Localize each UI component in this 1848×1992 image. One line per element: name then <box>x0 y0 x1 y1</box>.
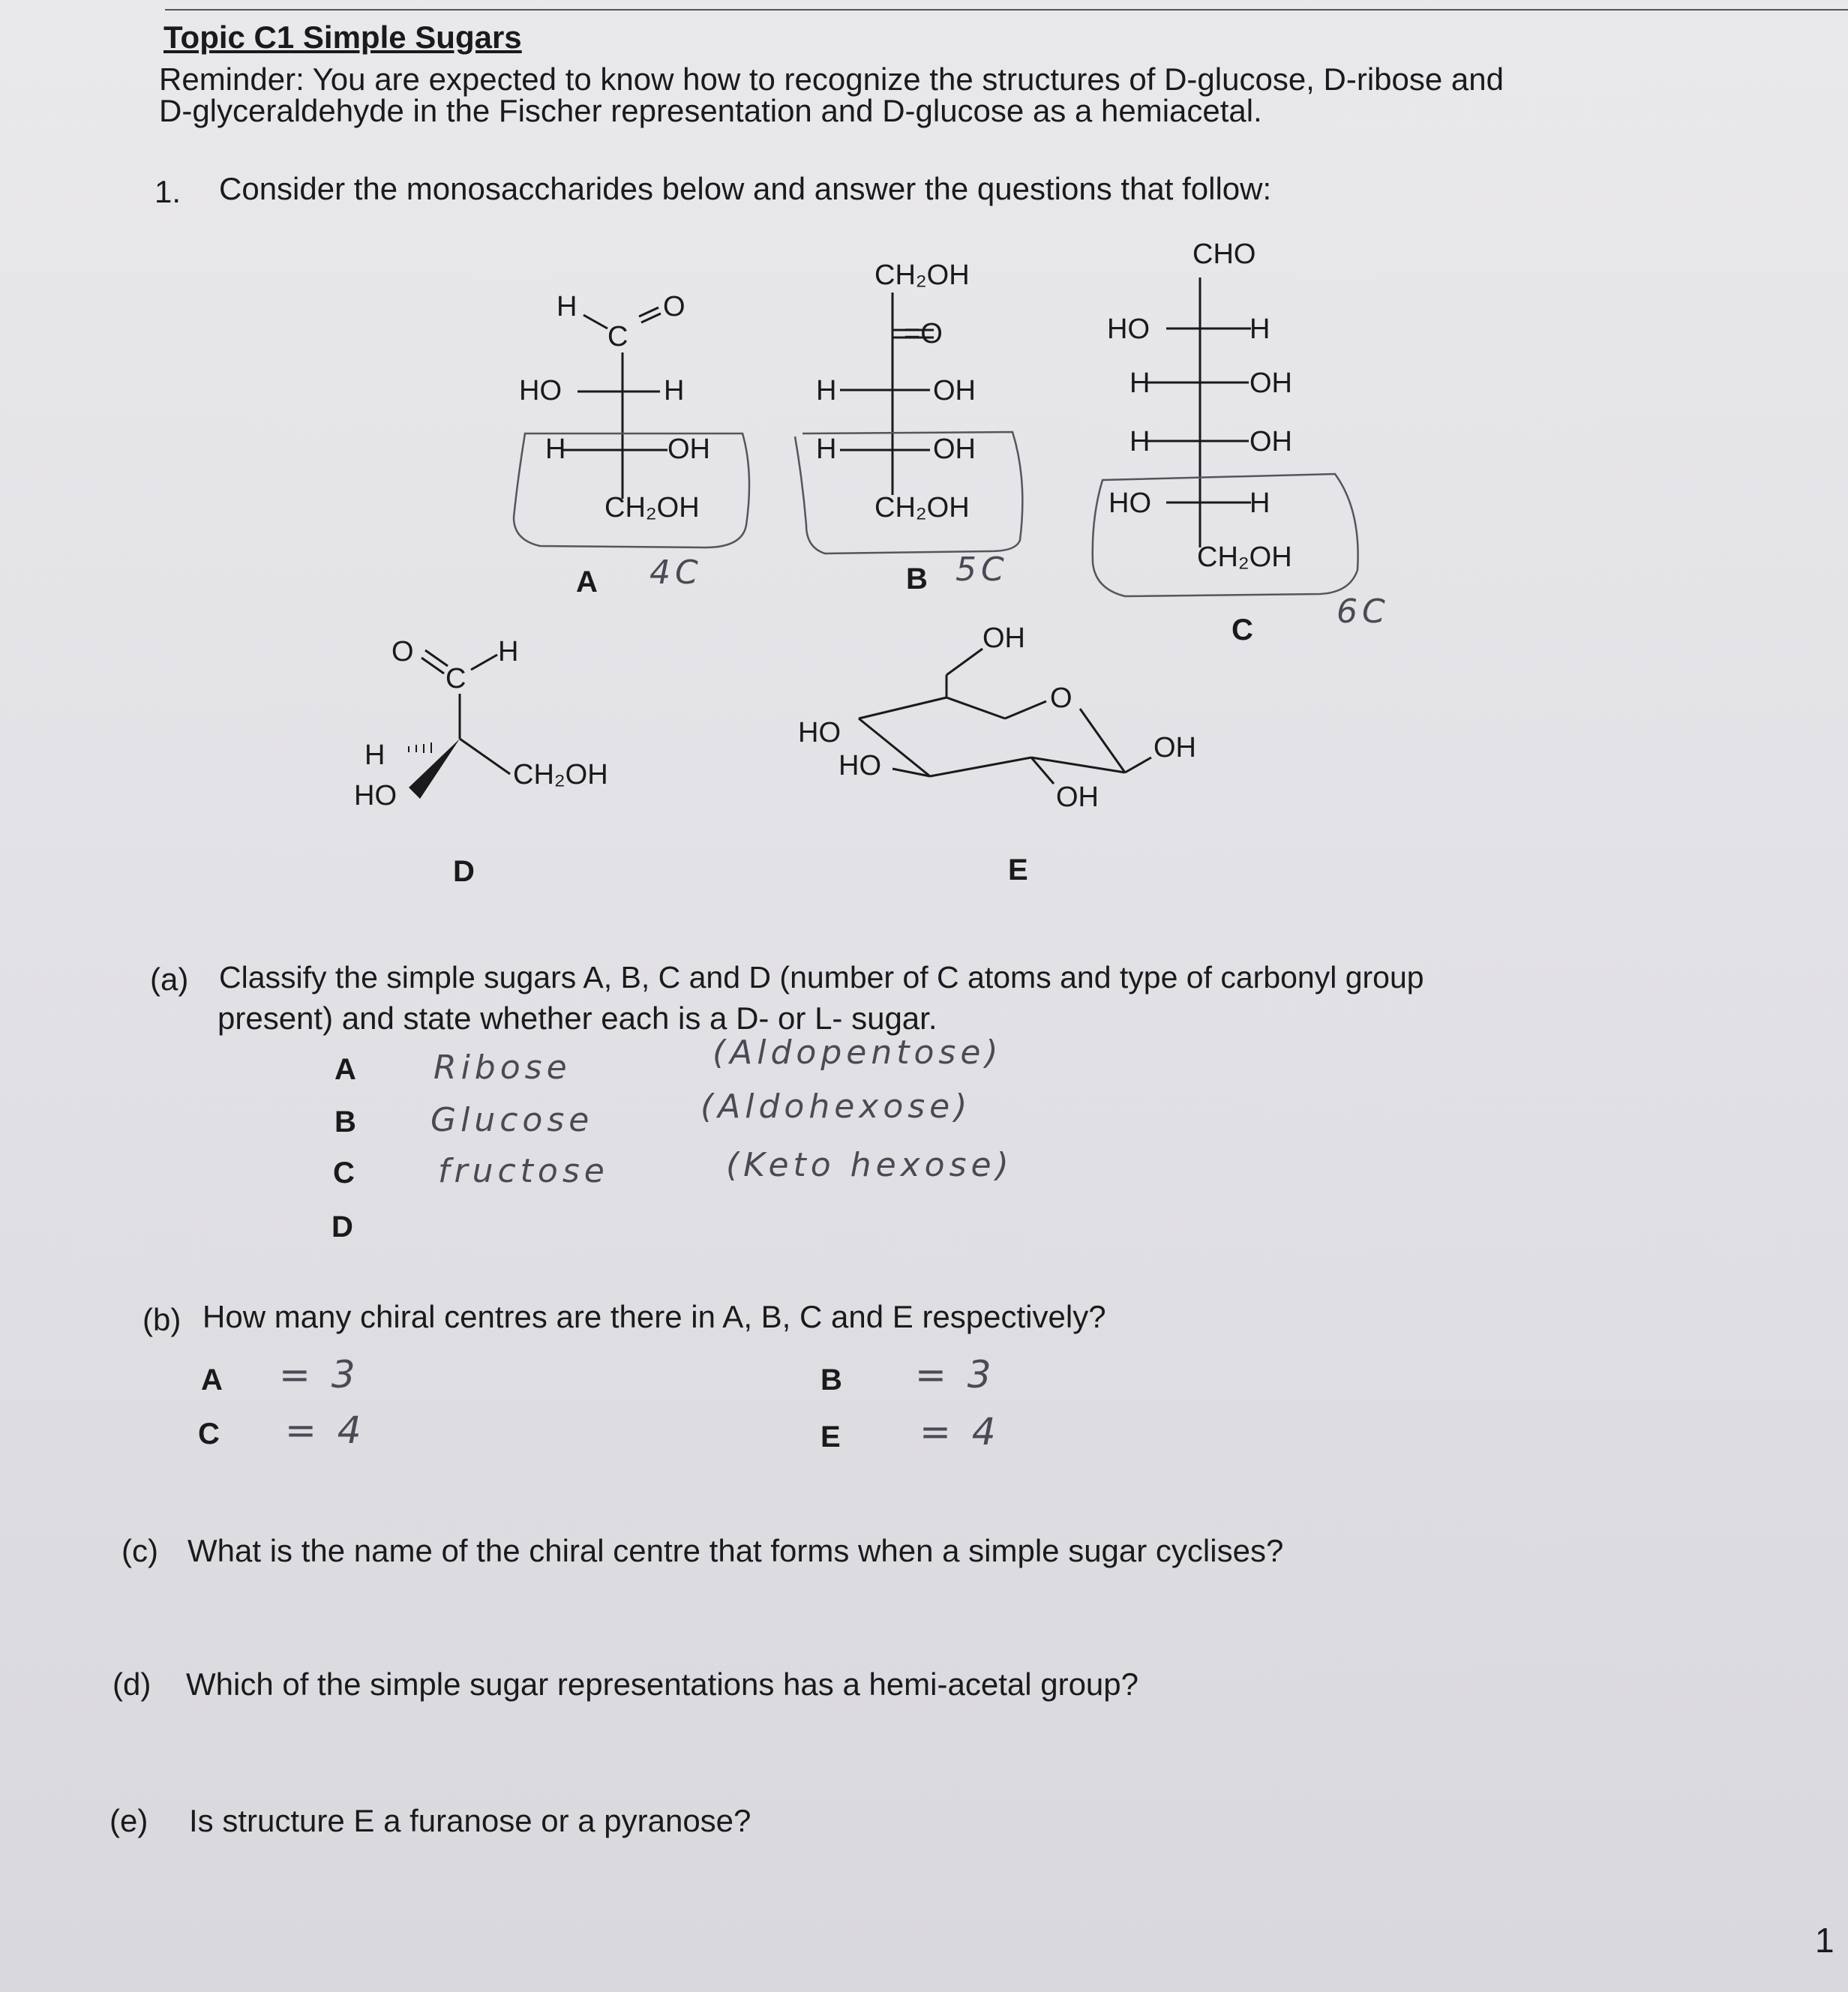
structure-a-oxygen: O <box>663 291 686 322</box>
structure-a-row2-right: OH <box>668 434 710 465</box>
part-a-row-a-name: Ribose <box>434 1048 572 1087</box>
part-b-answer-b-letter: B <box>820 1364 842 1396</box>
structure-c-row3-right: OH <box>1250 426 1292 458</box>
structure-b-row2-right: OH <box>933 434 976 465</box>
structure-c-row2-left: H <box>1130 368 1150 399</box>
structure-b-carbonyl: =O <box>904 318 943 350</box>
structure-e-oh-right: OH <box>1154 732 1196 764</box>
part-a-row-a-letter: A <box>334 1053 356 1086</box>
structure-b-row1-left: H <box>816 375 837 406</box>
part-a-row-b-type: (Aldohexose) <box>700 1088 972 1126</box>
structure-c-row4-right: H <box>1250 488 1270 519</box>
structure-c-row1-right: H <box>1250 314 1270 345</box>
part-a-row-c-letter: C <box>333 1156 355 1190</box>
part-a-row-a-type: (Aldopentose) <box>712 1034 1003 1072</box>
structure-c-row2-right: OH <box>1250 368 1292 399</box>
structure-e-ring-o: O <box>1050 682 1072 714</box>
structure-d-label: D <box>453 855 475 888</box>
structure-c-label: C <box>1232 614 1253 646</box>
structure-e-label: E <box>1008 854 1028 886</box>
page-title: Topic C1 Simple Sugars <box>164 20 522 55</box>
part-e-label: (e) <box>110 1803 148 1838</box>
structure-c-ch2oh: CH₂OH <box>1197 542 1292 573</box>
question-number: 1. <box>154 174 182 209</box>
part-a-row-b-name: Glucose <box>430 1101 594 1139</box>
structure-a-label: A <box>576 566 598 598</box>
part-d-label: (d) <box>112 1666 152 1702</box>
structure-a-carbonyl-c: C <box>608 321 628 352</box>
structure-c-row4-left: HO <box>1108 488 1151 519</box>
part-b-answer-c-letter: C <box>198 1418 220 1450</box>
structure-d-carbon: C <box>446 663 466 694</box>
reminder-line-2: D-glyceraldehyde in the Fischer representation and D-glucose as a hemiacetal. <box>159 93 1262 128</box>
structure-e-oh-top: OH <box>982 622 1025 654</box>
part-a-row-c-name: fructose <box>438 1152 609 1190</box>
structure-a-row2-left: H <box>545 434 566 465</box>
part-e-question: Is structure E a furanose or a pyranose? <box>189 1803 752 1838</box>
part-a-row-d-letter: D <box>332 1210 353 1244</box>
structure-e-ho-2: HO <box>838 750 881 782</box>
part-b-answer-a-letter: A <box>201 1364 223 1396</box>
part-b-answer-e-value: = 4 <box>920 1410 1000 1454</box>
part-a-row-c-type: (Keto hexose) <box>726 1146 1013 1184</box>
part-b-answer-c-value: = 4 <box>285 1408 366 1452</box>
part-a-line-1: Classify the simple sugars A, B, C and D (number of C atoms and type of carbonyl group <box>219 960 1424 994</box>
part-b-answer-b-value: = 3 <box>915 1353 996 1396</box>
part-a-row-b-letter: B <box>334 1106 356 1138</box>
structure-c-cho: CHO <box>1192 238 1256 270</box>
structure-b-ch2oh-top: CH₂OH <box>874 260 970 291</box>
part-b-answer-a-value: = 3 <box>279 1353 360 1396</box>
part-a-label: (a) <box>150 962 189 997</box>
structure-b-row1-right: OH <box>933 375 976 406</box>
part-c-question: What is the name of the chiral centre that forms when a simple sugar cyclises? <box>188 1533 1284 1568</box>
structure-c-row1-left: HO <box>1107 314 1150 345</box>
structure-a-note: 4C <box>650 554 703 592</box>
structure-d-h-wedge: H <box>364 740 386 771</box>
structure-a-ch2oh: CH₂OH <box>604 492 700 524</box>
structure-a-h: H <box>556 291 578 322</box>
structure-d-ho: HO <box>354 780 397 812</box>
part-b-question: How many chiral centres are there in A, B, C and E respectively? <box>202 1299 1106 1334</box>
part-a-line-2: present) and state whether each is a D- or L- sugar. <box>218 1000 938 1036</box>
part-c-label: (c) <box>122 1533 158 1568</box>
part-d-question: Which of the simple sugar representations has a hemi-acetal group? <box>186 1666 1139 1702</box>
structure-a-row1-left: HO <box>519 375 562 406</box>
structure-b-note: 5C <box>956 550 1009 589</box>
structure-b-ch2oh: CH₂OH <box>874 492 970 524</box>
structure-d-h-top: H <box>498 636 519 668</box>
reminder-line-1: Reminder: You are expected to know how to recognize the structures of D-glucose, D-ribose and <box>159 62 1504 97</box>
structure-a-row1-right: H <box>664 375 685 406</box>
part-b-answer-e-letter: E <box>820 1420 841 1454</box>
structure-d-ch2oh: CH₂OH <box>513 759 608 790</box>
part-b-label: (b) <box>142 1302 182 1337</box>
structure-e-oh-bottom: OH <box>1056 782 1099 813</box>
structure-e-ho-1: HO <box>798 717 841 748</box>
question-text: Consider the monosaccharides below and answer the questions that follow: <box>219 171 1272 206</box>
page-number: 1 <box>1815 1921 1834 1960</box>
structure-c-row3-left: H <box>1130 426 1150 458</box>
structure-b-label: B <box>906 562 928 596</box>
structure-b-row2-left: H <box>816 434 837 465</box>
structure-d-oxygen: O <box>392 636 414 668</box>
structure-c-note: 6C <box>1336 592 1390 631</box>
